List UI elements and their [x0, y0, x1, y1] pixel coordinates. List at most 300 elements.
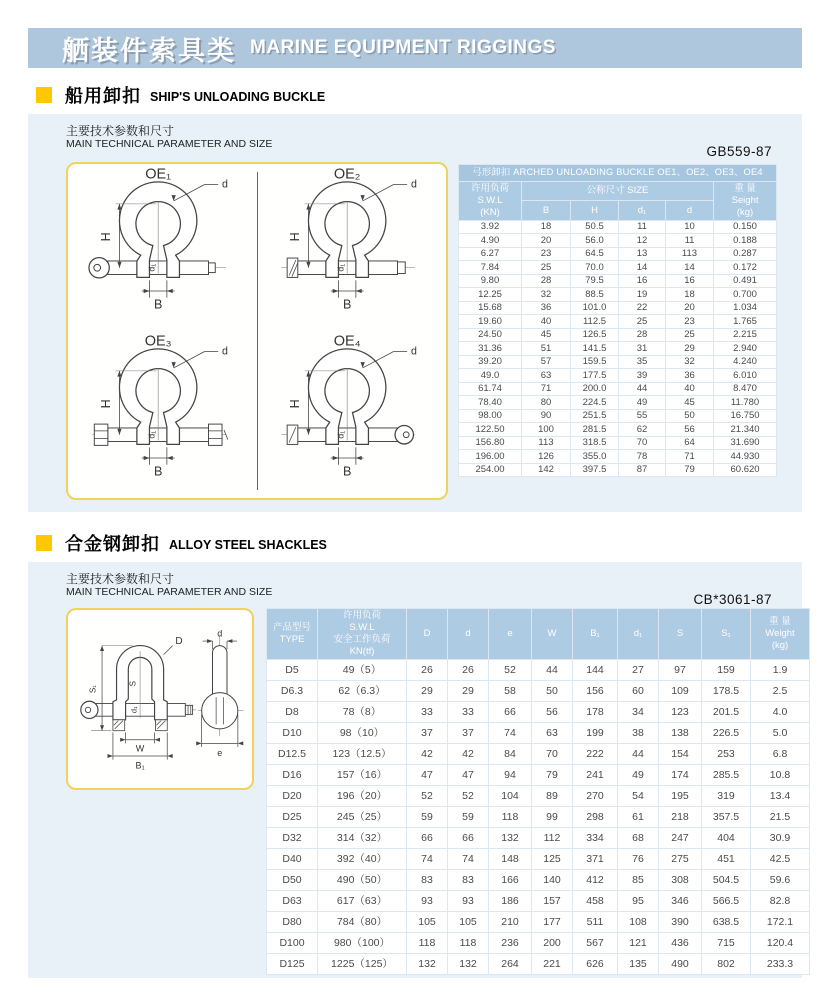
table-cell: 104	[489, 786, 531, 806]
dim-label-D: D	[175, 635, 183, 647]
table-cell: 138	[659, 723, 701, 743]
table-cell: 39	[619, 369, 665, 382]
table-cell: D25	[267, 807, 317, 827]
table-cell: 50	[532, 681, 572, 701]
alloy-shackle-table	[266, 608, 810, 975]
table-cell: 6.8	[751, 744, 809, 764]
table-cell: 802	[702, 954, 750, 974]
table-cell: 66	[407, 828, 447, 848]
table-cell: 83	[407, 870, 447, 890]
table-cell: 436	[659, 933, 701, 953]
table-cell: 47	[407, 765, 447, 785]
table-row	[267, 933, 809, 953]
table-row	[267, 723, 809, 743]
table-cell: 47	[448, 765, 488, 785]
table-cell: 196（20）	[318, 786, 406, 806]
table-cell: 37	[407, 723, 447, 743]
table-row	[459, 329, 776, 342]
table-cell: 236	[489, 933, 531, 953]
table-cell: 159	[702, 660, 750, 680]
table-row	[267, 786, 809, 806]
table-cell: 50.5	[571, 221, 618, 234]
table-cell: 16.750	[714, 410, 776, 423]
table-cell: 511	[573, 912, 617, 932]
table-cell: 32	[522, 288, 570, 301]
table-cell: 83	[448, 870, 488, 890]
table-cell: 51	[522, 342, 570, 355]
table-cell: 319	[702, 786, 750, 806]
table-cell: 392（40）	[318, 849, 406, 869]
dim-label-H: H	[287, 399, 302, 409]
table-cell: 34	[618, 702, 658, 722]
table-row	[459, 221, 776, 234]
table-cell: D5	[267, 660, 317, 680]
table-cell: 6.010	[714, 369, 776, 382]
table-cell: 26	[448, 660, 488, 680]
table-cell: 14	[619, 261, 665, 274]
table-cell: 13	[619, 248, 665, 261]
table-cell: 157（16）	[318, 765, 406, 785]
table-cell: 298	[573, 807, 617, 827]
table1-size-subcol: B	[522, 201, 570, 219]
table-cell: 105	[407, 912, 447, 932]
table-cell: 980（100）	[318, 933, 406, 953]
arched-buckle-table	[458, 164, 777, 477]
table-cell: 178.5	[702, 681, 750, 701]
table-cell: 126.5	[571, 329, 618, 342]
table-cell: 70	[619, 437, 665, 450]
table-cell: 281.5	[571, 423, 618, 436]
table-cell: 27	[618, 660, 658, 680]
table-cell: D32	[267, 828, 317, 848]
dim-label-S1: S₁	[88, 684, 98, 694]
bow-shackle-variant	[262, 165, 442, 330]
dim-label-H: H	[98, 399, 113, 409]
table-cell: 156	[573, 681, 617, 701]
table-cell: 94	[489, 765, 531, 785]
table-row	[459, 248, 776, 261]
table-cell: 7.84	[459, 261, 521, 274]
table-cell: 201.5	[702, 702, 750, 722]
table-cell: 24.50	[459, 329, 521, 342]
table-cell: 33	[407, 702, 447, 722]
table-cell: 89	[532, 786, 572, 806]
table-cell: 199	[573, 723, 617, 743]
dim-label-d: d	[410, 178, 417, 191]
dim-label-B: B	[342, 464, 351, 479]
table-row	[459, 410, 776, 423]
table-cell: 98.00	[459, 410, 521, 423]
table-cell: 11	[666, 234, 713, 247]
table-cell: 84	[489, 744, 531, 764]
table-cell: 80	[522, 396, 570, 409]
table-cell: D50	[267, 870, 317, 890]
table-cell: 16	[619, 275, 665, 288]
table-cell: 49（5）	[318, 660, 406, 680]
table-cell: 254.00	[459, 464, 521, 477]
section2-standard-code: CB*3061-87	[693, 592, 772, 607]
table-row	[459, 383, 776, 396]
table-row	[267, 702, 809, 722]
table1-col-size: 公称尺寸 SIZE	[522, 182, 713, 200]
table-cell: 55	[619, 410, 665, 423]
dim-label-e: e	[217, 748, 223, 759]
section1-param-label-en: MAIN TECHNICAL PARAMETER AND SIZE	[66, 138, 273, 150]
table-cell: 74	[489, 723, 531, 743]
table-cell: 30.9	[751, 828, 809, 848]
table-cell: 21.5	[751, 807, 809, 827]
table-cell: 166	[489, 870, 531, 890]
table-cell: 63	[532, 723, 572, 743]
table-row	[459, 437, 776, 450]
table-cell: 784（80）	[318, 912, 406, 932]
table-cell: D100	[267, 933, 317, 953]
bow-shackle-drawing	[73, 165, 253, 325]
table-cell: D40	[267, 849, 317, 869]
table-row	[267, 744, 809, 764]
section1-param-label-zh: 主要技术参数和尺寸	[66, 124, 175, 138]
table-cell: 140	[532, 870, 572, 890]
diagram-divider	[257, 172, 258, 490]
table-cell: D80	[267, 912, 317, 932]
section-heading-alloy-shackles	[36, 531, 327, 555]
table-row	[459, 356, 776, 369]
table2-col-header: 重 量 Weight (kg)	[751, 609, 809, 659]
table-cell: 10	[666, 221, 713, 234]
table-cell: 3.92	[459, 221, 521, 234]
dim-label-d: d	[217, 628, 223, 639]
dim-label-S: S	[128, 680, 138, 687]
table-cell: 275	[659, 849, 701, 869]
table-cell: 61	[618, 807, 658, 827]
table-row	[459, 261, 776, 274]
table-row	[267, 807, 809, 827]
dim-label-d1: d₁	[145, 263, 156, 272]
table-cell: 31.690	[714, 437, 776, 450]
table2-col-header: d₁	[618, 609, 658, 659]
table-cell: 85	[618, 870, 658, 890]
table-cell: 357.5	[702, 807, 750, 827]
table-cell: 5.0	[751, 723, 809, 743]
dim-label-H: H	[287, 232, 302, 242]
table-cell: D16	[267, 765, 317, 785]
table-cell: 52	[489, 660, 531, 680]
table-cell: 16	[666, 275, 713, 288]
section1-panel	[28, 114, 802, 512]
table1-size-subcol: d	[666, 201, 713, 219]
table-cell: 45	[522, 329, 570, 342]
table-cell: 63	[522, 369, 570, 382]
table-cell: 458	[573, 891, 617, 911]
table1-size-subcol: H	[571, 201, 618, 219]
table-cell: 32	[666, 356, 713, 369]
table-cell: 71	[522, 383, 570, 396]
table-cell: 200.0	[571, 383, 618, 396]
table-cell: D10	[267, 723, 317, 743]
table-cell: 504.5	[702, 870, 750, 890]
section2-title-zh: 合金钢卸扣	[65, 534, 160, 554]
table1-col-weight: 重 量 Seight (kg)	[714, 182, 776, 220]
table-cell: 221	[532, 954, 572, 974]
table-row	[267, 660, 809, 680]
table-cell: 390	[659, 912, 701, 932]
section2-param-label-en: MAIN TECHNICAL PARAMETER AND SIZE	[66, 586, 273, 598]
table-cell: 98（10）	[318, 723, 406, 743]
table-cell: 60	[618, 681, 658, 701]
table-cell: 88.5	[571, 288, 618, 301]
table-cell: 49	[619, 396, 665, 409]
table-cell: D63	[267, 891, 317, 911]
page-banner	[28, 28, 802, 68]
bow-shackle-drawing	[262, 332, 442, 492]
table-cell: 78	[619, 450, 665, 463]
table-cell: 99	[532, 807, 572, 827]
table-cell: 222	[573, 744, 617, 764]
table-cell: 95	[618, 891, 658, 911]
table-cell: 44.930	[714, 450, 776, 463]
dim-label-B: B	[153, 297, 162, 312]
variant-label: OE₄	[333, 333, 361, 350]
table-cell: 6.27	[459, 248, 521, 261]
table-cell: 1.9	[751, 660, 809, 680]
table-cell: 109	[659, 681, 701, 701]
table-cell: 60.620	[714, 464, 776, 477]
table-cell: 218	[659, 807, 701, 827]
table-cell: 87	[619, 464, 665, 477]
table-cell: 126	[522, 450, 570, 463]
table-cell: 61.74	[459, 383, 521, 396]
table-cell: 617（63）	[318, 891, 406, 911]
table-cell: 50	[666, 410, 713, 423]
table-row	[459, 396, 776, 409]
table2-col-header: D	[407, 609, 447, 659]
table-cell: 93	[448, 891, 488, 911]
table-cell: 18	[666, 288, 713, 301]
table-cell: 36	[666, 369, 713, 382]
table-cell: 82.8	[751, 891, 809, 911]
section-heading-unloading-buckle	[36, 83, 325, 107]
table-cell: 154	[659, 744, 701, 764]
table-cell: 113	[522, 437, 570, 450]
table-cell: 59.6	[751, 870, 809, 890]
table-cell: 64.5	[571, 248, 618, 261]
table-cell: 200	[532, 933, 572, 953]
table-cell: 62（6.3）	[318, 681, 406, 701]
table-cell: D6.3	[267, 681, 317, 701]
table-cell: 25	[619, 315, 665, 328]
table-cell: 371	[573, 849, 617, 869]
table-cell: 0.491	[714, 275, 776, 288]
table-row	[459, 288, 776, 301]
table-cell: 58	[489, 681, 531, 701]
dim-label-d1: d₁	[129, 706, 139, 714]
table2-col-header: B₁	[573, 609, 617, 659]
table-cell: 105	[448, 912, 488, 932]
table-row	[459, 342, 776, 355]
dim-label-H: H	[98, 232, 113, 242]
dee-shackle-drawing	[69, 613, 251, 785]
table-cell: 11.780	[714, 396, 776, 409]
table-cell: 148	[489, 849, 531, 869]
table-cell: 97	[659, 660, 701, 680]
table-cell: 90	[522, 410, 570, 423]
table-cell: 23	[666, 315, 713, 328]
table-cell: 397.5	[571, 464, 618, 477]
table-cell: 42	[407, 744, 447, 764]
section2-title-en: ALLOY STEEL SHACKLES	[169, 537, 327, 552]
yellow-square-icon	[36, 87, 52, 103]
table-cell: 39.20	[459, 356, 521, 369]
table-cell: 71	[666, 450, 713, 463]
table-cell: 186	[489, 891, 531, 911]
table-row	[267, 765, 809, 785]
table-cell: 35	[619, 356, 665, 369]
table2-col-header: 产品型号 TYPE	[267, 609, 317, 659]
table-cell: 13.4	[751, 786, 809, 806]
table-cell: 52	[407, 786, 447, 806]
table-cell: 100	[522, 423, 570, 436]
section2-panel	[28, 562, 802, 978]
table-cell: 178	[573, 702, 617, 722]
variant-label: OE₂	[333, 166, 360, 183]
table-cell: 118	[489, 807, 531, 827]
table-cell: 2.215	[714, 329, 776, 342]
table-cell: 44	[618, 744, 658, 764]
table-cell: D8	[267, 702, 317, 722]
table-cell: 68	[618, 828, 658, 848]
table-cell: 38	[618, 723, 658, 743]
table-cell: 108	[618, 912, 658, 932]
table-cell: 52	[448, 786, 488, 806]
table-cell: D12.5	[267, 744, 317, 764]
banner-title-en: MARINE EQUIPMENT RIGGINGS	[250, 37, 556, 58]
table-cell: 70	[532, 744, 572, 764]
dim-label-d: d	[221, 345, 228, 358]
bow-shackle-drawing	[262, 165, 442, 325]
table-cell: 118	[448, 933, 488, 953]
table-cell: 79	[666, 464, 713, 477]
yellow-square-icon	[36, 535, 52, 551]
table1-col-swl: 许用负荷 S.W.L (KN)	[459, 182, 521, 220]
table-cell: 31.36	[459, 342, 521, 355]
table-cell: 270	[573, 786, 617, 806]
table-row	[459, 423, 776, 436]
table-cell: 49	[618, 765, 658, 785]
table-cell: 490（50）	[318, 870, 406, 890]
table-cell: 159.5	[571, 356, 618, 369]
table-cell: 66	[448, 828, 488, 848]
table-cell: 0.172	[714, 261, 776, 274]
table-cell: 79	[532, 765, 572, 785]
table-cell: 334	[573, 828, 617, 848]
table-cell: 112	[532, 828, 572, 848]
table-cell: D125	[267, 954, 317, 974]
table-cell: 59	[448, 807, 488, 827]
table-cell: 4.90	[459, 234, 521, 247]
table-cell: 29	[407, 681, 447, 701]
table-cell: 132	[448, 954, 488, 974]
table-cell: 62	[619, 423, 665, 436]
table-cell: 123（12.5）	[318, 744, 406, 764]
table-cell: 36	[522, 302, 570, 315]
banner-title-zh: 舾装件索具类	[62, 35, 236, 66]
table-cell: 40	[666, 383, 713, 396]
section2-param-label-zh: 主要技术参数和尺寸	[66, 572, 175, 586]
table-cell: 233.3	[751, 954, 809, 974]
table-cell: 113	[666, 248, 713, 261]
table-cell: D20	[267, 786, 317, 806]
table-cell: 11	[619, 221, 665, 234]
table-cell: 251.5	[571, 410, 618, 423]
table-cell: 44	[532, 660, 572, 680]
table-cell: 26	[407, 660, 447, 680]
table-cell: 42	[448, 744, 488, 764]
table-cell: 29	[448, 681, 488, 701]
table2-col-header: d	[448, 609, 488, 659]
table-cell: 70.0	[571, 261, 618, 274]
table-cell: 112.5	[571, 315, 618, 328]
table-cell: 93	[407, 891, 447, 911]
table-cell: 40	[522, 315, 570, 328]
table-cell: 132	[489, 828, 531, 848]
table-cell: 79.5	[571, 275, 618, 288]
table-cell: 132	[407, 954, 447, 974]
table-cell: 318.5	[571, 437, 618, 450]
bow-shackle-variant	[73, 332, 253, 497]
table2-col-header: S₁	[702, 609, 750, 659]
table-cell: 49.0	[459, 369, 521, 382]
dim-label-d: d	[221, 178, 228, 191]
table-cell: 101.0	[571, 302, 618, 315]
table-cell: 29	[666, 342, 713, 355]
table-cell: 20	[666, 302, 713, 315]
dim-label-B: B	[153, 464, 162, 479]
table-row	[459, 369, 776, 382]
table-row	[267, 891, 809, 911]
table-row	[459, 315, 776, 328]
table-cell: 177	[532, 912, 572, 932]
table2-col-header: 许用负荷 S.W.L 安全工作负荷 KN(tf)	[318, 609, 406, 659]
dee-shackle-diagram-box	[66, 608, 254, 790]
table1-size-subcol: d₁	[619, 201, 665, 219]
table-cell: 19.60	[459, 315, 521, 328]
bow-shackle-drawing	[73, 332, 253, 492]
table-cell: 264	[489, 954, 531, 974]
table-cell: 19	[619, 288, 665, 301]
table-cell: 195	[659, 786, 701, 806]
table-cell: 412	[573, 870, 617, 890]
table-cell: 31	[619, 342, 665, 355]
table-cell: 224.5	[571, 396, 618, 409]
table-cell: 56	[666, 423, 713, 436]
table-cell: 28	[522, 275, 570, 288]
table-cell: 451	[702, 849, 750, 869]
table-cell: 285.5	[702, 765, 750, 785]
table-cell: 404	[702, 828, 750, 848]
table-row	[459, 464, 776, 477]
table-cell: 122.50	[459, 423, 521, 436]
table-row	[267, 912, 809, 932]
table-cell: 45	[666, 396, 713, 409]
dim-label-d1: d₁	[145, 430, 156, 439]
table-cell: 74	[448, 849, 488, 869]
table-cell: 174	[659, 765, 701, 785]
table-cell: 74	[407, 849, 447, 869]
table-row	[459, 234, 776, 247]
bow-shackle-diagram-box	[66, 162, 448, 500]
table-cell: 42.5	[751, 849, 809, 869]
table-cell: 1.765	[714, 315, 776, 328]
